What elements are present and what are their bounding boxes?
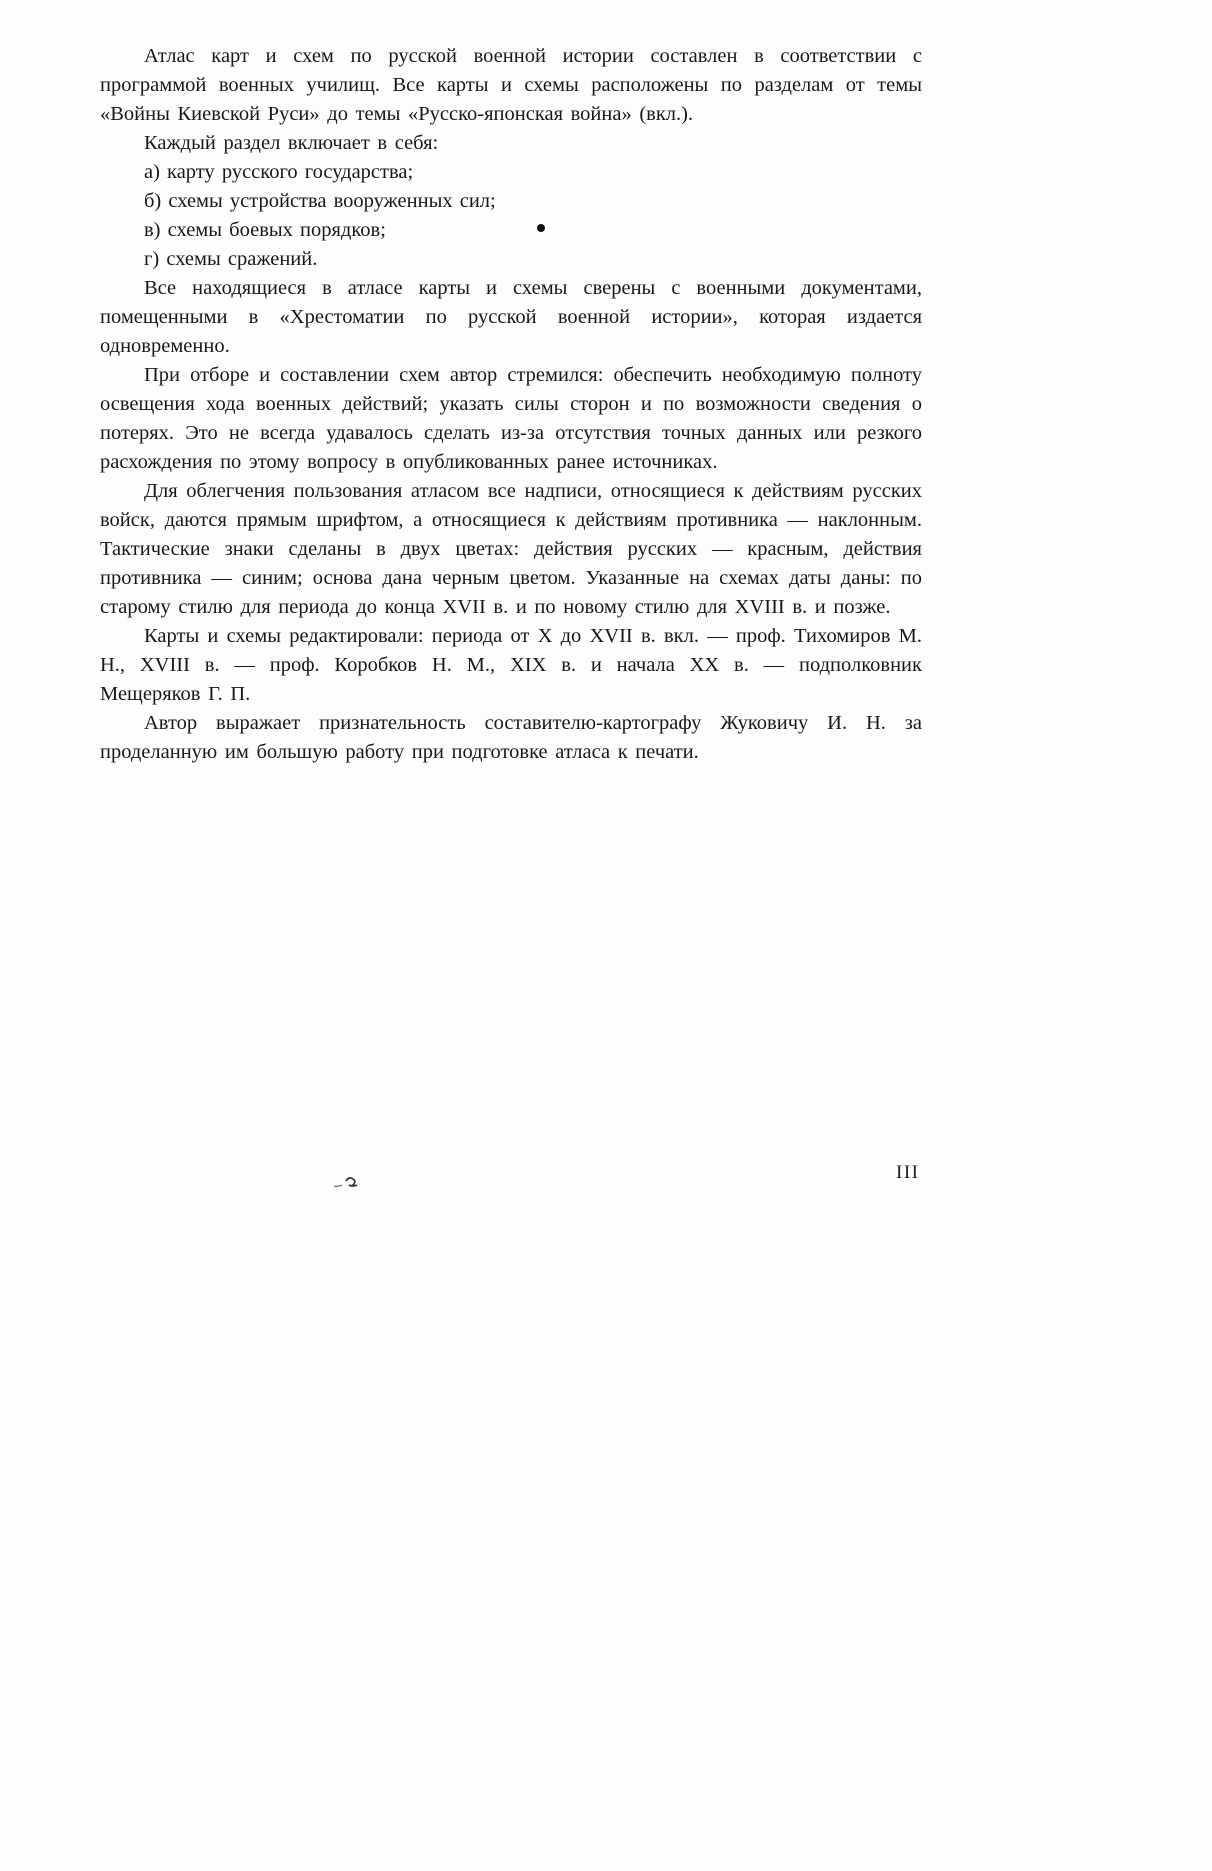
ink-dot-artifact bbox=[537, 224, 545, 232]
list-item-g: г) схемы сражений. bbox=[144, 248, 318, 270]
list-item-b: б) схемы устройства вооруженных сил; bbox=[144, 190, 496, 212]
preface-text-block bbox=[100, 42, 922, 767]
paragraph-documents: Все находящиеся в атласе карты и схемы сверены с военными документами, помещенными в «Хрестоматии по русской военной истории», которая издается одновременно. bbox=[100, 277, 922, 357]
paragraph-editors: Карты и схемы редактировали: периода от X до XVII в. вкл. — проф. Тихомиров М. Н., XVIII в. — проф. Коробков Н. М., XIX в. и начала XX в. — подполковник Мещеряков Г. П. bbox=[100, 625, 922, 705]
list-item-v: в) схемы боевых порядков; bbox=[144, 219, 386, 241]
paragraph-atlas-intro: Атлас карт и схем по русской военной истории составлен в соответствии с программой военных училищ. Все карты и схемы расположены по разделам от темы «Войны Киевской Руси» до темы «Русско-японская война» (вкл.). bbox=[100, 45, 922, 125]
paragraph-author-aims: При отборе и составлении схем автор стремился: обеспечить необходимую полноту освещения хода военных действий; указать силы сторон и по возможности сведения о потерях. Это не всегда удавалось сделать из-за отсутствия точных данных или резкого расхождения по этому вопросу в опубликованных ранее источниках. bbox=[100, 364, 922, 473]
paragraph-acknowledgement: Автор выражает признательность составителю-картографу Жуковичу И. Н. за проделанную им большую работу при подготовке атласа к печати. bbox=[100, 712, 922, 763]
paragraph-section-lead: Каждый раздел включает в себя: bbox=[144, 132, 439, 154]
paragraph-typography-notes: Для облегчения пользования атласом все надписи, относящиеся к действиям русских войск, даются прямым шрифтом, а относящиеся к действиям противника — наклонным. Тактические знаки сделаны в двух цветах: действия русских — красным, действия противника — синим; основа дана черным цветом. Указанные на схемах даты даны: по старому стилю для периода до конца XVII в. и по новому стилю для XVIII в. и позже. bbox=[100, 480, 922, 618]
list-item-a: а) карту русского государства; bbox=[144, 161, 414, 183]
smudge-artifact bbox=[332, 1175, 366, 1189]
page-number: III bbox=[896, 1162, 920, 1183]
